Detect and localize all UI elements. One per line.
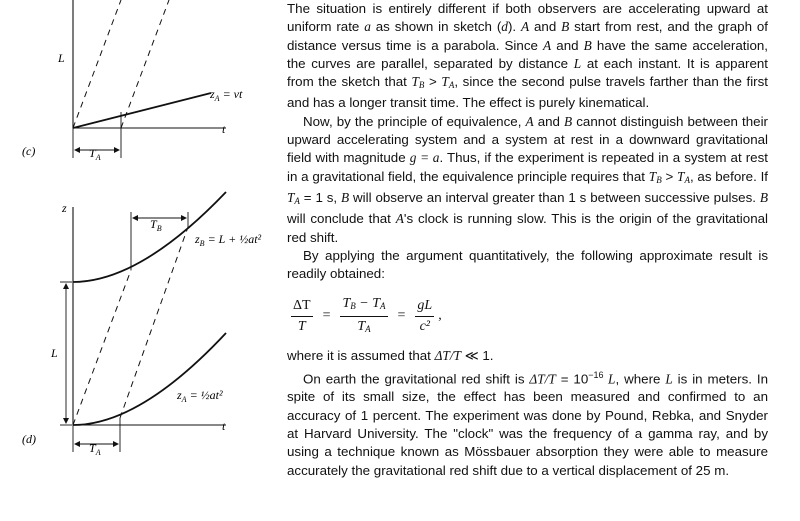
sketch-d-za-label: $z_A$ = ½at² [177, 388, 223, 404]
sketch-c-panel-label: (c) [22, 144, 36, 158]
sketch-d-zb-curve [73, 192, 226, 282]
sketch-d-panel-label: (d) [22, 432, 36, 446]
sketch-c-pulse-2 [121, 0, 169, 128]
sketch-c-t-label: t [222, 122, 226, 136]
paragraph-earth-redshift: On earth the gravitational red shift is $\Delta T/T = 10^{-16}$ L, where L is in meters. In spite of its small size, the effect has been measured and confirmed to an accuracy of 1 percent. The experiment was done by Pound, Rebka, and Snyder at Harvard University. The "clock" was the frequency of a gamma ray, and by using a technique known as Mössbauer absorption they were able to measure accurately the gravitational red shift due to a vertical displacement of 25 m. [287, 369, 769, 478]
paragraph-equivalence: Now, by the principle of equivalence, A and B cannot distinguish between their upward accelerating system and a system at rest in a downward gravitational field with magnitude g = a. Thus, if the experiment is repeated in a system at rest in a gravitational field, the equivalence principle requires that $T_B > T_A$, as before. If $T_A = 1$ s, B will observe an interval greater than 1 s between successive pulses. B will conclude that A's clock is running slow. This is the origin of the gravitational red shift. [287, 113, 768, 245]
body-text [287, 0, 768, 480]
sketch-c [22, 0, 243, 162]
eq-rhs: $\frac{gL}{\text{c²}}$ [417, 297, 433, 334]
sketch-d-L-label: L [51, 346, 58, 360]
sketch-c-pulse-1 [73, 0, 121, 128]
figure-panel [0, 0, 290, 521]
sketch-d-tb-label: $T_B$ [150, 217, 162, 233]
sketch-d-ta-label: $T_A$ [89, 441, 101, 457]
redshift-equation: $\frac{\Delta T}{T}$ = $\frac{T_B - T_A}{T_A}$ = $\frac{gL}{\text{c²}}$ , [287, 287, 768, 345]
paragraph-assumption: where it is assumed that ΔT/T ≪ 1. [287, 348, 494, 364]
eq-mid: $\frac{T_B - T_A}{T_A}$ [342, 295, 386, 334]
paragraph-acceleration: The situation is entirely different if both observers are accelerating upward at uniform rate a as shown in sketch (d). A and B start from rest, and the graph of distance versus time is a parabola. Since A and B have the same acceleration, the curves are parallel, separated by distance L at each instant. It is apparent from the sketch that $T_B > T_A$, since the second pulse travels farther than the first and has a longer transit time. The effect is purely kinematical. [287, 1, 768, 111]
sketch-svg [0, 0, 290, 521]
sketch-d-pulse-1 [73, 270, 131, 425]
paragraph-quantitative: By applying the argument quantitatively, the following approximate result is readily obtained: [287, 247, 768, 282]
sketch-d-t-label: t [222, 419, 226, 433]
sketch-d-zb-label: $z_B = L$ + ½at² [195, 232, 262, 248]
eq-lhs: $\frac{\Delta T}{T}$ [293, 297, 311, 334]
sketch-c-curve-label: $z_A$ = vt [210, 87, 243, 103]
sketch-d-za-curve [73, 333, 226, 425]
sketch-c-za-line [73, 93, 211, 128]
sketch-c-L-label: L [58, 51, 65, 65]
sketch-c-interval-label: $T_A$ [89, 146, 101, 162]
sketch-d-z-label: z [62, 201, 67, 215]
sketch-d [22, 192, 262, 457]
